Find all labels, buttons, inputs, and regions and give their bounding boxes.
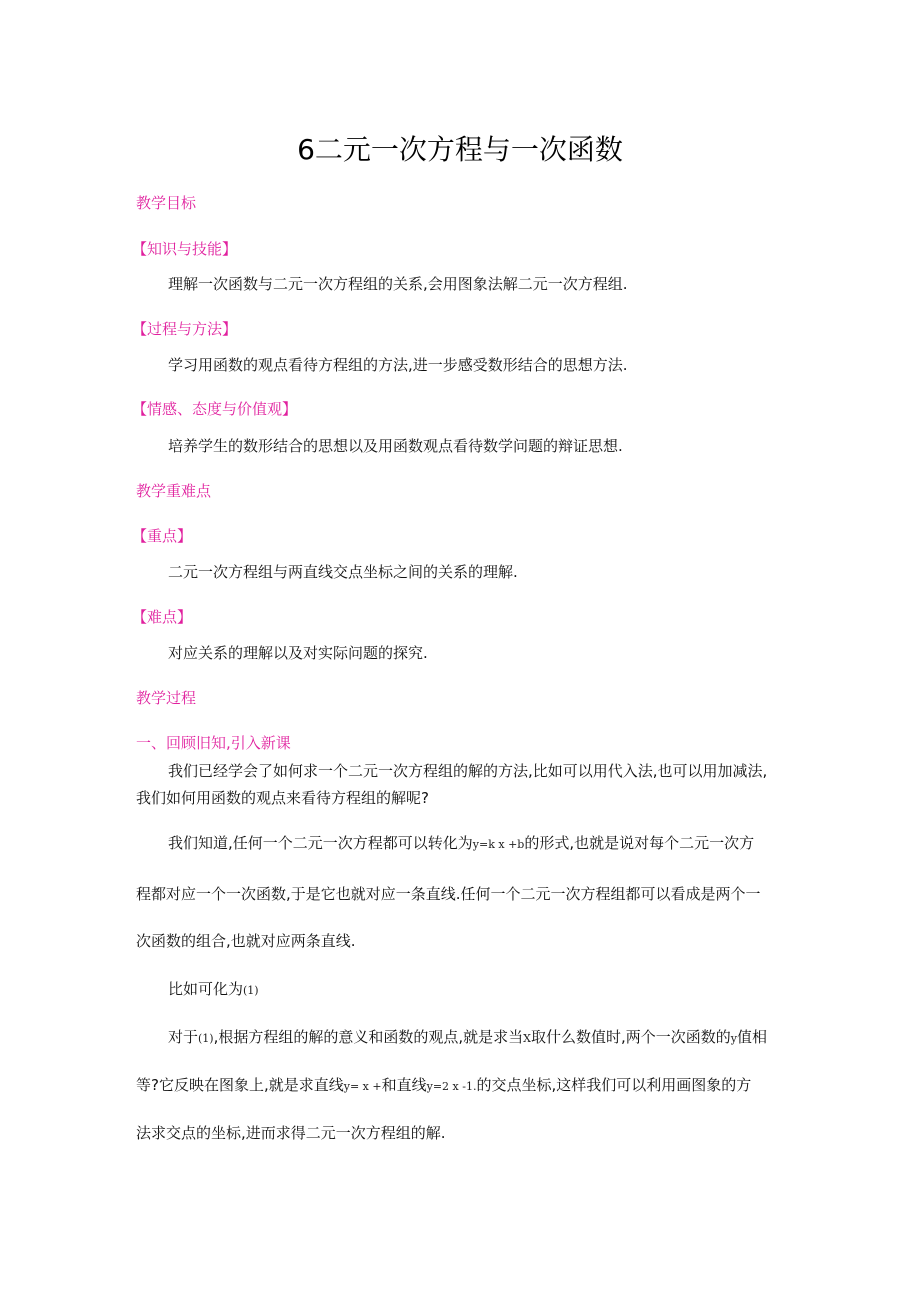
page-title: 6二元一次方程与一次函数 [297, 133, 623, 166]
heading-review: 一、回顾旧知,引入新课 [136, 734, 291, 752]
math-expression: (1) [243, 984, 259, 997]
text-run: 的形式,也就是说对每个二元一次方 [524, 834, 755, 852]
paragraph-3 [168, 978, 259, 1002]
paragraph-2-line-3: 次函数的组合,也就对应两条直线. [136, 932, 356, 950]
paragraph-4-line-3: 法求交点的坐标,进而求得二元一次方程组的解. [136, 1124, 446, 1142]
emotion-text: 培养学生的数形结合的思想以及用函数观点看待数学问题的辩证思想. [168, 437, 623, 455]
text-run: 和直线 [381, 1076, 427, 1094]
heading-objectives: 教学目标 [136, 194, 197, 212]
text-run: 比如可化为 [168, 980, 244, 998]
heading-emotion-values: 【情感、态度与价值观】 [132, 400, 298, 418]
text-run: 我们知道,任何一个二元一次方程都可以转化为 [168, 834, 473, 852]
heading-teaching-process: 教学过程 [136, 689, 197, 707]
paragraph-2-line-2: 程都对应一个一次函数,于是它也就对应一条直线.任何一个二元一次方程组都可以看成是两个一 [136, 885, 761, 903]
knowledge-text: 理解一次函数与二元一次方程组的关系,会用图象法解二元一次方程组. [168, 275, 628, 293]
process-text: 学习用函数的观点看待方程组的方法,进一步感受数形结合的思想方法. [168, 356, 628, 374]
heading-key-point: 【重点】 [132, 527, 193, 545]
paragraph-1-line-1: 我们已经学会了如何求一个二元一次方程组的解的方法,比如可以用代入法,也可以用加减法, [168, 762, 768, 780]
paragraph-4-line-2 [136, 1074, 751, 1098]
paragraph-1-line-2: 我们如何用函数的观点来看待方程组的解呢? [136, 789, 429, 807]
text-run: 取什么数值时,两个一次函数的 [531, 1028, 731, 1046]
paragraph-4-line-1 [168, 1026, 767, 1050]
text-run: 等?它反映在图象上,就是求直线 [136, 1076, 344, 1094]
text-run: 值相 [737, 1028, 768, 1046]
key-text: 二元一次方程组与两直线交点坐标之间的关系的理解. [168, 563, 518, 581]
heading-knowledge-skills: 【知识与技能】 [132, 240, 238, 258]
text-run: 的交点坐标,这样我们可以利用画图象的方 [476, 1076, 752, 1094]
math-expression: y=2 x -1. [426, 1080, 477, 1093]
heading-process-methods: 【过程与方法】 [132, 320, 238, 338]
math-expression: X [523, 1032, 531, 1045]
math-expression: y=k x +b [472, 838, 525, 851]
math-expression: y [730, 1032, 737, 1045]
difficult-text: 对应关系的理解以及对实际问题的探究. [168, 644, 428, 662]
text-run: ,根据方程组的解的意义和函数的观点,就是求当 [213, 1028, 524, 1046]
paragraph-2-line-1 [168, 832, 754, 856]
math-expression: (1) [198, 1032, 214, 1045]
heading-difficult-point: 【难点】 [132, 608, 193, 626]
math-expression: y= x + [343, 1080, 382, 1093]
text-run: 对于 [168, 1028, 199, 1046]
heading-key-difficult: 教学重难点 [136, 482, 212, 500]
